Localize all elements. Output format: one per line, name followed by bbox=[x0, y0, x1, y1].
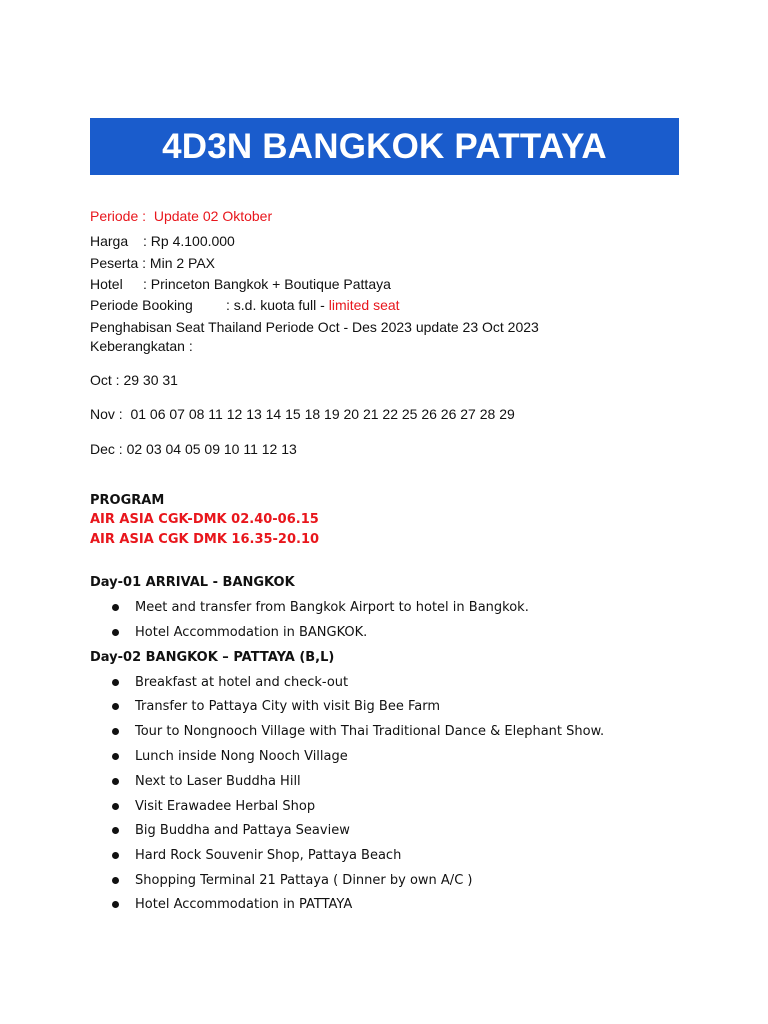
list-item: Hotel Accommodation in BANGKOK. bbox=[112, 625, 367, 640]
peserta-line bbox=[90, 255, 215, 271]
periode-label: Periode : bbox=[90, 208, 147, 224]
bullet-icon bbox=[112, 753, 119, 760]
booking-line bbox=[90, 297, 400, 313]
program-heading: PROGRAM bbox=[90, 493, 165, 508]
bullet-icon bbox=[112, 629, 119, 636]
bullet-icon bbox=[112, 901, 119, 908]
day1-heading: Day-01 ARRIVAL - BANGKOK bbox=[90, 575, 295, 590]
hotel-value: : Princeton Bangkok + Boutique Pattaya bbox=[143, 276, 391, 292]
list-item: Shopping Terminal 21 Pattaya ( Dinner by own A/C ) bbox=[112, 873, 472, 888]
flight-1: AIR ASIA CGK-DMK 02.40-06.15 bbox=[90, 512, 319, 527]
list-item: Hotel Accommodation in PATTAYA bbox=[112, 897, 352, 912]
peserta-label: Peserta bbox=[90, 255, 139, 271]
list-item: Hard Rock Souvenir Shop, Pattaya Beach bbox=[112, 848, 401, 863]
list-item: Meet and transfer from Bangkok Airport to hotel in Bangkok. bbox=[112, 600, 529, 615]
harga-label: Harga bbox=[90, 233, 129, 249]
departure-nov: Nov : 01 06 07 08 11 12 13 14 15 18 19 20 21 22 25 26 26 27 28 29 bbox=[90, 406, 515, 422]
bullet-icon bbox=[112, 803, 119, 810]
list-item: Lunch inside Nong Nooch Village bbox=[112, 749, 348, 764]
bullet-icon bbox=[112, 877, 119, 884]
bullet-icon bbox=[112, 852, 119, 859]
departure-dec: Dec : 02 03 04 05 09 10 11 12 13 bbox=[90, 441, 297, 457]
bullet-icon bbox=[112, 604, 119, 611]
keberangkatan-line: Keberangkatan : bbox=[90, 338, 193, 354]
list-item: Visit Erawadee Herbal Shop bbox=[112, 799, 315, 814]
hotel-line bbox=[90, 276, 391, 292]
limited-seat-text: limited seat bbox=[328, 297, 400, 313]
penghabisan-line: Penghabisan Seat Thailand Periode Oct - Des 2023 update 23 Oct 2023 bbox=[90, 319, 539, 335]
bullet-icon bbox=[112, 679, 119, 686]
list-item: Tour to Nongnooch Village with Thai Traditional Dance & Elephant Show. bbox=[112, 724, 604, 739]
bullet-icon bbox=[112, 703, 119, 710]
list-item: Transfer to Pattaya City with visit Big Bee Farm bbox=[112, 699, 440, 714]
list-item: Big Buddha and Pattaya Seaview bbox=[112, 823, 350, 838]
list-item: Breakfast at hotel and check-out bbox=[112, 675, 348, 690]
flight-2: AIR ASIA CGK DMK 16.35-20.10 bbox=[90, 532, 320, 547]
bullet-icon bbox=[112, 827, 119, 834]
list-item: Next to Laser Buddha Hill bbox=[112, 774, 301, 789]
bullet-icon bbox=[112, 728, 119, 735]
periode-value: Update 02 Oktober bbox=[153, 208, 273, 224]
booking-value: : s.d. kuota full - bbox=[226, 297, 325, 313]
bullet-icon bbox=[112, 778, 119, 785]
harga-value: : Rp 4.100.000 bbox=[143, 233, 235, 249]
peserta-value: : Min 2 PAX bbox=[142, 255, 216, 271]
departure-oct: Oct : 29 30 31 bbox=[90, 372, 178, 388]
page-title: 4D3N BANGKOK PATTAYA bbox=[162, 126, 607, 166]
day2-heading: Day-02 BANGKOK – PATTAYA (B,L) bbox=[90, 650, 335, 665]
booking-label: Periode Booking bbox=[90, 297, 193, 313]
title-banner bbox=[90, 118, 679, 175]
harga-line bbox=[90, 233, 235, 249]
periode-line bbox=[90, 208, 272, 224]
hotel-label: Hotel bbox=[90, 276, 123, 292]
